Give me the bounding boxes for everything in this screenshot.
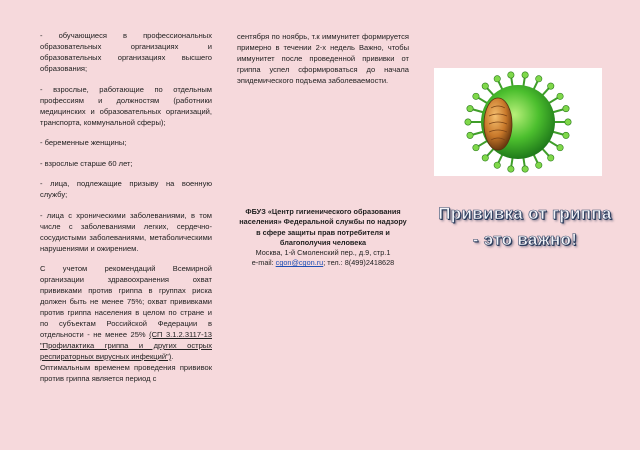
list-item: - взрослые старше 60 лет; — [40, 158, 133, 168]
coverage-paragraph — [40, 263, 212, 362]
virus-spike-tip — [563, 132, 569, 138]
virus-spike-tip — [522, 72, 528, 78]
list-item: - беременные женщины; — [40, 138, 127, 147]
list-item: - лица с хроническими заболеваниями, в том числе с заболеваниями легких, сердечно-сосудистыми заболеваниями, метаболическими нарушениями и ожирением. — [40, 210, 212, 253]
virus-spike-tip — [565, 119, 571, 125]
timing-paragraph: сентября по ноябрь, т.к иммунитет формируется примерно в течении 2-х недель Важно, чтобы иммунитет после проведенной прививки от гриппа успел сформироваться до начала эпидемического подъема заболеваемости. — [237, 32, 409, 85]
list-item: - обучающиеся в профессиональных образовательных организациях и образовательных организациях высшего образования; — [40, 31, 212, 73]
flu-virus-icon — [434, 68, 602, 176]
virus-spike-tip — [494, 76, 500, 82]
organization-address: Москва, 1-й Смоленский пер., д.9, стр.1 — [255, 248, 391, 258]
coverage-text: С учетом рекомендаций Всемирной организации здравоохранения охват прививками против гриппа в группах риска должен быть не менее 75%; охват прививками против гриппа населения в целом по стране и по субъектам Российской Федерации в отдельности - не менее 25% — [40, 264, 212, 339]
virus-spike-tip — [536, 76, 542, 82]
email-link[interactable]: cgon@cgon.ru — [275, 258, 324, 268]
virus-spike-tip — [494, 162, 500, 168]
virus-spike-tip — [482, 155, 488, 161]
email-label: e-mail: — [251, 258, 276, 268]
virus-spike-tip — [473, 93, 479, 99]
virus-spike-tip — [465, 119, 471, 125]
virus-spike-tip — [548, 155, 554, 161]
virus-spike-tip — [473, 144, 479, 150]
virus-spike-tip — [536, 162, 542, 168]
optimal-time-paragraph: Оптимальным временем проведения прививок против гриппа является период с — [40, 363, 212, 383]
virus-illustration — [434, 68, 602, 176]
virus-spike-tip — [467, 132, 473, 138]
cover-title-line1: Прививка от гриппа — [438, 204, 612, 223]
phone-number: ; тел.: 8(499)2418628 — [323, 258, 395, 268]
organization-contacts — [237, 258, 409, 268]
coverage-reference: (СП 3.1.2.3117-13 "Профилактика гриппа и других острых респираторных вирусных инфекций") — [40, 330, 212, 361]
virus-spike-tip — [467, 105, 473, 111]
virus-spike-tip — [482, 83, 488, 89]
list-item: - лица, подлежащие призыву на военную службу; — [40, 179, 212, 199]
virus-spike-tip — [508, 166, 514, 172]
virus-spike-tip — [563, 105, 569, 111]
virus-spike-tip — [522, 166, 528, 172]
virus-spike-tip — [557, 93, 563, 99]
virus-spike-tip — [548, 83, 554, 89]
list-item: - взрослые, работающие по отдельным профессиям и должностям (работники медицинских и образовательных организаций, транспорта, коммунальной сферы); — [40, 84, 212, 127]
virus-spike-tip — [508, 72, 514, 78]
column-left — [40, 30, 212, 394]
organization-name: ФБУЗ «Центр гигиенического образования населения» Федеральной службы по надзору в сфере защиты прав потребителя и благополучия человека — [239, 207, 407, 247]
cover-title-line2: - это важно! — [472, 230, 578, 249]
organization-block — [237, 207, 409, 269]
coverage-end: . — [171, 352, 174, 361]
virus-spike-tip — [557, 144, 563, 150]
column-middle — [237, 31, 409, 96]
